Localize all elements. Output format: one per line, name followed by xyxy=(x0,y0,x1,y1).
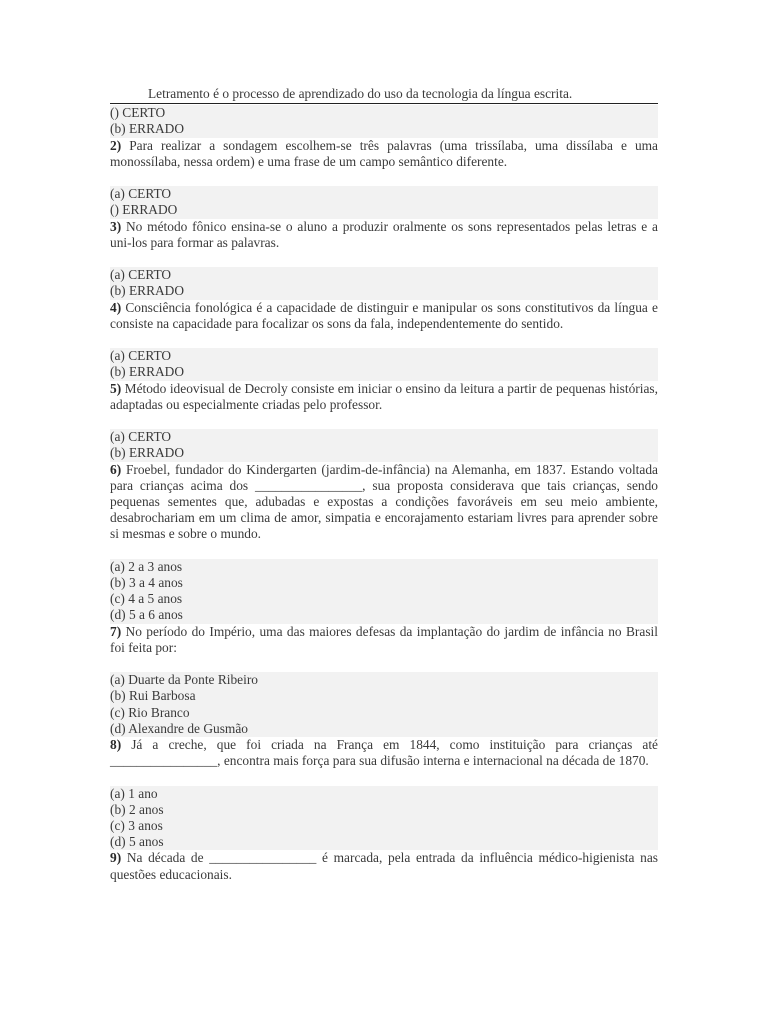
question-8 xyxy=(110,737,658,769)
question-1-statement: Letramento é o processo de aprendizado do uso da tecnologia da língua escrita. xyxy=(110,86,658,104)
q8-option-b: (b) 2 anos xyxy=(110,802,658,818)
question-number: 7) xyxy=(110,623,122,639)
q2-option-b: () ERRADO xyxy=(110,202,658,218)
q8-option-d: (d) 5 anos xyxy=(110,834,658,850)
document-content xyxy=(110,86,658,883)
q2-option-a: (a) CERTO xyxy=(110,186,658,202)
question-5 xyxy=(110,381,658,413)
question-text: Na década de ________________ é marcada, pela entrada da influência médico-higienista nas questões educacionais. xyxy=(110,850,658,882)
question-number: 6) xyxy=(110,461,122,477)
question-text: Já a creche, que foi criada na França em 1844, como instituição para crianças até ________________, encontra mais força para sua difusão interna e internacional na década de 1870. xyxy=(110,737,658,769)
q6-option-a: (a) 2 a 3 anos xyxy=(110,559,658,575)
q1-option-a: () CERTO xyxy=(110,105,658,121)
question-9 xyxy=(110,850,658,882)
q5-option-a: (a) CERTO xyxy=(110,429,658,445)
question-7 xyxy=(110,624,658,656)
question-4 xyxy=(110,300,658,332)
question-number: 5) xyxy=(110,380,122,396)
q1-option-b: (b) ERRADO xyxy=(110,121,658,137)
question-text: Método ideovisual de Decroly consiste em iniciar o ensino da leitura a partir de pequenas histórias, adaptadas ou especialmente criadas pelo professor. xyxy=(110,380,658,412)
q3-option-a: (a) CERTO xyxy=(110,267,658,283)
question-number: 2) xyxy=(110,137,122,153)
question-text: Consciência fonológica é a capacidade de distinguir e manipular os sons constitutivos da língua e consiste na capacidade para focalizar os sons da fala, independentemente do sentido. xyxy=(110,299,658,331)
q6-option-b: (b) 3 a 4 anos xyxy=(110,575,658,591)
question-text: No método fônico ensina-se o aluno a produzir oralmente os sons representados pelas letras e a uni-los para formar as palavras. xyxy=(110,218,658,250)
q7-option-c: (c) Rio Branco xyxy=(110,705,658,721)
question-3 xyxy=(110,219,658,251)
q4-option-b: (b) ERRADO xyxy=(110,364,658,380)
q8-option-c: (c) 3 anos xyxy=(110,818,658,834)
q7-option-b: (b) Rui Barbosa xyxy=(110,688,658,704)
q6-option-d: (d) 5 a 6 anos xyxy=(110,607,658,623)
question-6 xyxy=(110,462,658,543)
question-number: 4) xyxy=(110,299,122,315)
question-number: 3) xyxy=(110,218,122,234)
question-number: 8) xyxy=(110,737,122,753)
q3-option-b: (b) ERRADO xyxy=(110,283,658,299)
q5-option-b: (b) ERRADO xyxy=(110,445,658,461)
question-text: Froebel, fundador do Kindergarten (jardim-de-infância) na Alemanha, em 1837. Estando voltada para crianças acima dos ________________, sua proposta considerava que tais crianças, sendo pequenas sementes que, adubadas e expostas a condições favoráveis em seu meio ambiente, desabrochariam em um clima de amor, simpatia e encorajamento estariam livres para aprender sobre si mesmas e sobre o mundo. xyxy=(110,461,658,542)
question-text: Para realizar a sondagem escolhem-se três palavras (uma trissílaba, uma dissílaba e uma monossílaba, nessa ordem) e uma frase de um campo semântico diferente. xyxy=(110,137,658,169)
question-2 xyxy=(110,138,658,170)
q7-option-a: (a) Duarte da Ponte Ribeiro xyxy=(110,672,658,688)
q7-option-d: (d) Alexandre de Gusmão xyxy=(110,721,658,737)
q6-option-c: (c) 4 a 5 anos xyxy=(110,591,658,607)
q4-option-a: (a) CERTO xyxy=(110,348,658,364)
question-number: 9) xyxy=(110,850,122,866)
q8-option-a: (a) 1 ano xyxy=(110,786,658,802)
question-text: No período do Império, uma das maiores defesas da implantação do jardim de infância no Brasil foi feita por: xyxy=(110,623,658,655)
